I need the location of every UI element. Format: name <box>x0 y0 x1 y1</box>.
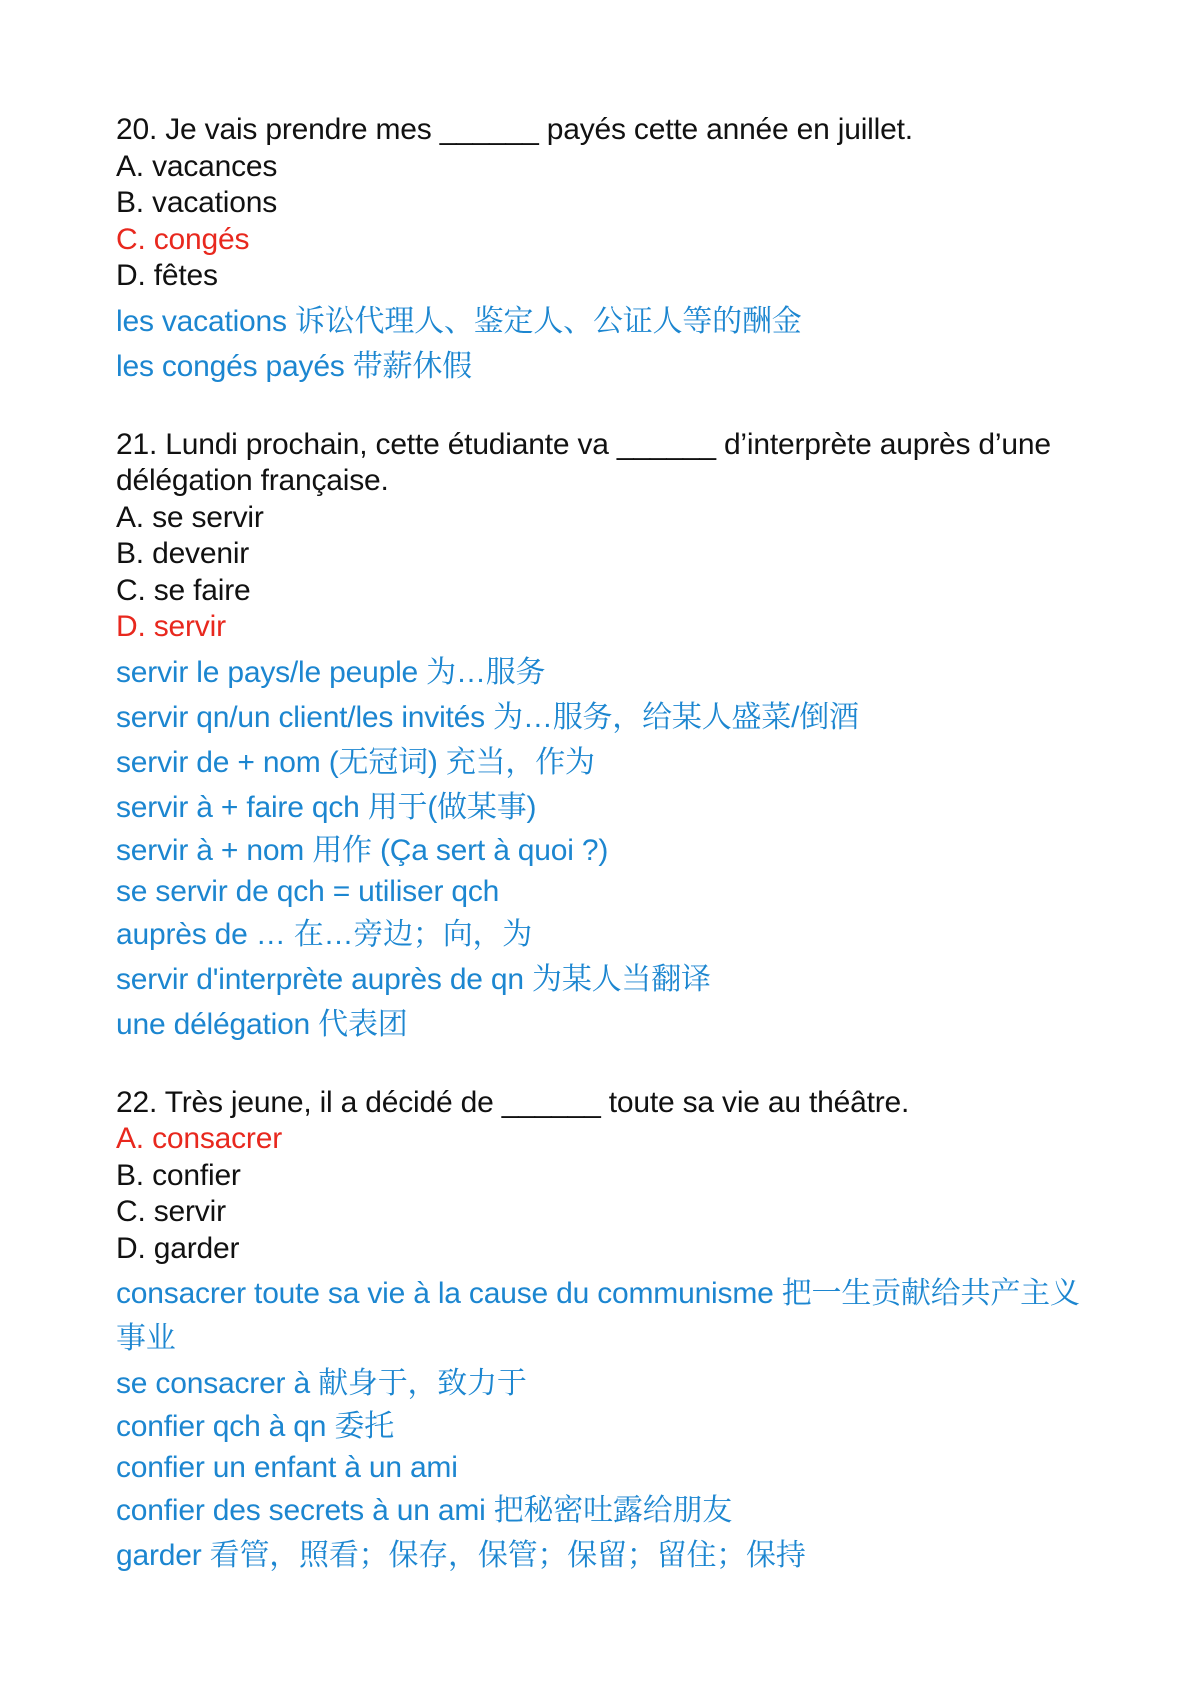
note-line: servir à + nom 用作 (Ça sert à quoi ?) <box>116 833 609 867</box>
note-line: servir à + faire qch 用于(做某事) <box>116 790 537 824</box>
note-line: servir qn/un client/les invités 为…服务，给某人盛菜/倒酒 <box>116 700 859 734</box>
note-line: se servir de qch = utiliser qch <box>116 874 500 908</box>
explanation-notes <box>116 1271 1096 1578</box>
option-b: B. vacations <box>116 186 278 219</box>
option-b: B. devenir <box>116 537 250 570</box>
note-line: servir le pays/le peuple 为…服务 <box>116 655 546 689</box>
note-line: se consacrer à 献身于，致力于 <box>116 1367 527 1400</box>
exercise-content <box>116 112 1096 1616</box>
option-d: D. garder <box>116 1231 240 1265</box>
option-a: A. vacances <box>116 149 278 183</box>
note-line: les congés payés 带薪休假 <box>116 349 472 383</box>
note-line: confier un enfant à un ami <box>116 1451 458 1484</box>
note-line: garder 看管，照看；保存，保管；保留；留住；保持 <box>116 1539 806 1572</box>
option-c: C. servir <box>116 1195 226 1228</box>
note-line: confier des secrets à un ami 把秘密吐露给朋友 <box>116 1494 733 1527</box>
option-c: C. se faire <box>116 573 251 607</box>
question-21 <box>116 427 1096 1047</box>
option-d-correct: D. servir <box>116 610 226 643</box>
question-22 <box>116 1085 1096 1579</box>
note-line: servir de + nom (无冠词) 充当，作为 <box>116 745 595 779</box>
option-b: B. confier <box>116 1158 241 1192</box>
option-d: D. fêtes <box>116 259 218 292</box>
note-line: servir d'interprète auprès de qn 为某人当翻译 <box>116 962 711 996</box>
question-stem: 20. Je vais prendre mes ______ payés cette année en juillet. <box>116 113 913 146</box>
note-line: confier qch à qn 委托 <box>116 1410 395 1443</box>
note-line: les vacations 诉讼代理人、鉴定人、公证人等的酬金 <box>116 304 802 338</box>
explanation-notes <box>116 299 1096 389</box>
note-line: consacrer toute sa vie à la cause du communisme 把一生贡献给共产主义事业 <box>116 1277 1080 1355</box>
note-line: une délégation 代表团 <box>116 1007 408 1041</box>
option-a: A. se servir <box>116 500 264 534</box>
question-stem: 22. Très jeune, il a décidé de ______ toute sa vie au théâtre. <box>116 1085 910 1119</box>
option-c-correct: C. congés <box>116 222 250 256</box>
option-a-correct: A. consacrer <box>116 1122 282 1155</box>
question-20 <box>116 112 1096 389</box>
question-stem: 21. Lundi prochain, cette étudiante va ______ d’interprète auprès d’une délégation française. <box>116 427 1051 497</box>
explanation-notes <box>116 650 1096 1047</box>
note-line: auprès de … 在…旁边；向，为 <box>116 917 533 951</box>
